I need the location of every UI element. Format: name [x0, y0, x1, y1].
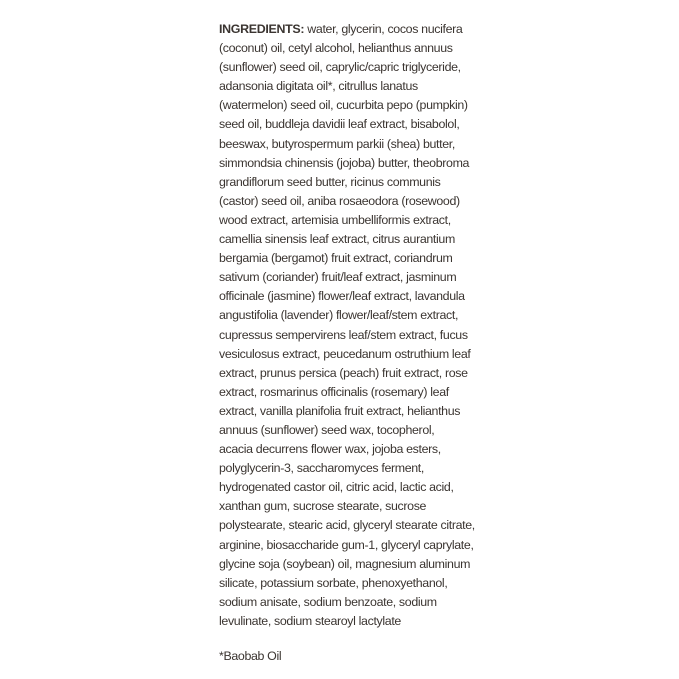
ingredients-line: simmondsia chinensis (jojoba) butter, theobroma: [219, 155, 470, 170]
ingredients-line: (watermelon) seed oil, cucurbita pepo (pumpkin): [219, 98, 468, 113]
ingredients-line: grandiflorum seed butter, ricinus communis: [219, 174, 441, 189]
ingredients-line: angustifolia (lavender) flower/leaf/stem extract,: [219, 308, 459, 323]
ingredients-line: levulinate, sodium stearoyl lactylate: [219, 613, 401, 628]
ingredients-line: bergamia (bergamot) fruit extract, coriandrum: [219, 251, 453, 266]
ingredients-line: arginine, biosaccharide gum-1, glyceryl caprylate,: [219, 537, 474, 552]
ingredients-line: adansonia digitata oil*, citrullus lanatus: [219, 79, 418, 94]
ingredients-line: (sunflower) seed oil, caprylic/capric triglyceride,: [219, 60, 461, 75]
ingredients-text: [219, 20, 475, 631]
ingredients-panel: [219, 20, 475, 631]
ingredients-line: (coconut) oil, cetyl alcohol, helianthus annuus: [219, 41, 453, 56]
ingredients-line: xanthan gum, sucrose stearate, sucrose: [219, 499, 427, 514]
ingredients-line: polyglycerin-3, saccharomyces ferment,: [219, 461, 424, 476]
ingredients-line: extract, vanilla planifolia fruit extract, helianthus: [219, 403, 461, 418]
ingredients-line: glycine soja (soybean) oil, magnesium aluminum: [219, 556, 471, 571]
ingredients-line: cupressus sempervirens leaf/stem extract, fucus: [219, 327, 468, 342]
ingredients-line: hydrogenated castor oil, citric acid, lactic acid,: [219, 480, 454, 495]
ingredients-line: vesiculosus extract, peucedanum ostruthium leaf: [219, 346, 471, 361]
ingredients-line: sativum (coriander) fruit/leaf extract, jasminum: [219, 270, 457, 285]
ingredients-line: officinale (jasmine) flower/leaf extract, lavandula: [219, 289, 465, 304]
ingredients-line: silicate, potassium sorbate, phenoxyethanol,: [219, 575, 448, 590]
ingredients-line: extract, prunus persica (peach) fruit extract, rose: [219, 365, 468, 380]
ingredients-label: INGREDIENTS:: [219, 22, 305, 36]
ingredients-line: seed oil, buddleja davidii leaf extract, bisabolol,: [219, 117, 460, 132]
ingredients-line: extract, rosmarinus officinalis (rosemary) leaf: [219, 384, 449, 399]
ingredients-line: beeswax, butyrospermum parkii (shea) butter,: [219, 136, 455, 151]
ingredients-line: annuus (sunflower) seed wax, tocopherol,: [219, 422, 435, 437]
ingredients-line-text: water, glycerin, cocos nucifera: [304, 22, 463, 36]
ingredients-line: [219, 20, 469, 39]
ingredients-line: acacia decurrens flower wax, jojoba esters,: [219, 442, 441, 457]
ingredients-line: camellia sinensis leaf extract, citrus aurantium: [219, 232, 455, 247]
ingredients-line: wood extract, artemisia umbelliformis extract,: [219, 212, 451, 227]
ingredients-line: (castor) seed oil, aniba rosaeodora (rosewood): [219, 193, 460, 208]
ingredients-line: polystearate, stearic acid, glyceryl stearate citrate,: [219, 518, 475, 533]
footnote: *Baobab Oil: [219, 649, 282, 663]
ingredients-line: sodium anisate, sodium benzoate, sodium: [219, 594, 437, 609]
